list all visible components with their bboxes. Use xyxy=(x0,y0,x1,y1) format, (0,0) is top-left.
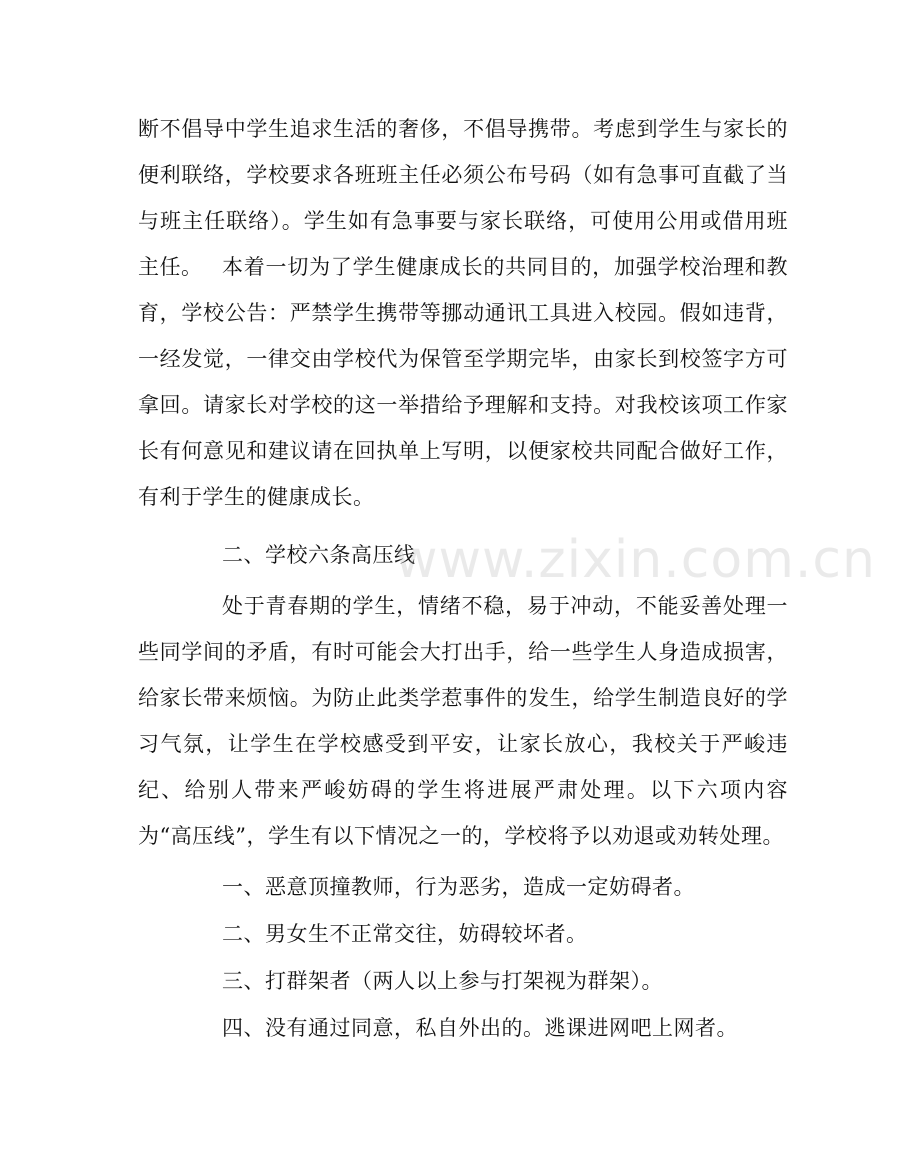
watermark-text: www.zixin.com.cn xyxy=(395,530,876,590)
section-heading-six-rules: 二、学校六条高压线 xyxy=(222,543,416,567)
rule-item-1: 一、恶意顶撞教师，行为恶劣，造成一定妨碍者。 xyxy=(222,875,695,899)
rule-item-2: 二、男女生不正常交往，妨碍较坏者。 xyxy=(222,922,588,946)
paragraph-school-notice: 本着一切为了学生健康成长的共同目的，加强学校治理和教育，学校公告：严禁学生携带等挪动通讯工具进入校园。假如违背，一经发觉，一律交由学校代为保管至学期完毕，由家长到校签字方可拿回。请家长对学校的这一举措给予理解和支持。对我校该项工作家长有何意见和建议请在回执单上写明，以便家校共同配合做好工作，有利于学生的健康成长。 xyxy=(138,255,788,509)
rule-item-4: 四、没有通过同意，私自外出的。逃课进网吧上网者。 xyxy=(222,1016,738,1040)
paragraph-contact-policy: 断不倡导中学生追求生活的奢侈，不倡导携带。考虑到学生与家长的便利联络，学校要求各班班主任必须公布号码（如有急事可直截了当与班主任联络）。学生如有急事要与家长联络，可使用公用或借用班主任。 xyxy=(138,117,788,279)
rule-item-3: 三、打群架者（两人以上参与打架视为群架）。 xyxy=(222,969,663,993)
paragraph-adolescent-students: 处于青春期的学生，情绪不稳，易于冲动，不能妥善处理一些同学间的矛盾，有时可能会大打出手，给一些学生人身造成损害，给家长带来烦恼。为防止此类学惹事件的发生，给学生制造良好的学习气氛，让学生在学校感受到平安，让家长放心，我校关于严峻违纪、给别人带来严峻妨碍的学生将进展严肃处理。以下六项内容为“高压线”，学生有以下情况之一的，学校将予以劝退或劝转处理。 xyxy=(138,594,788,848)
